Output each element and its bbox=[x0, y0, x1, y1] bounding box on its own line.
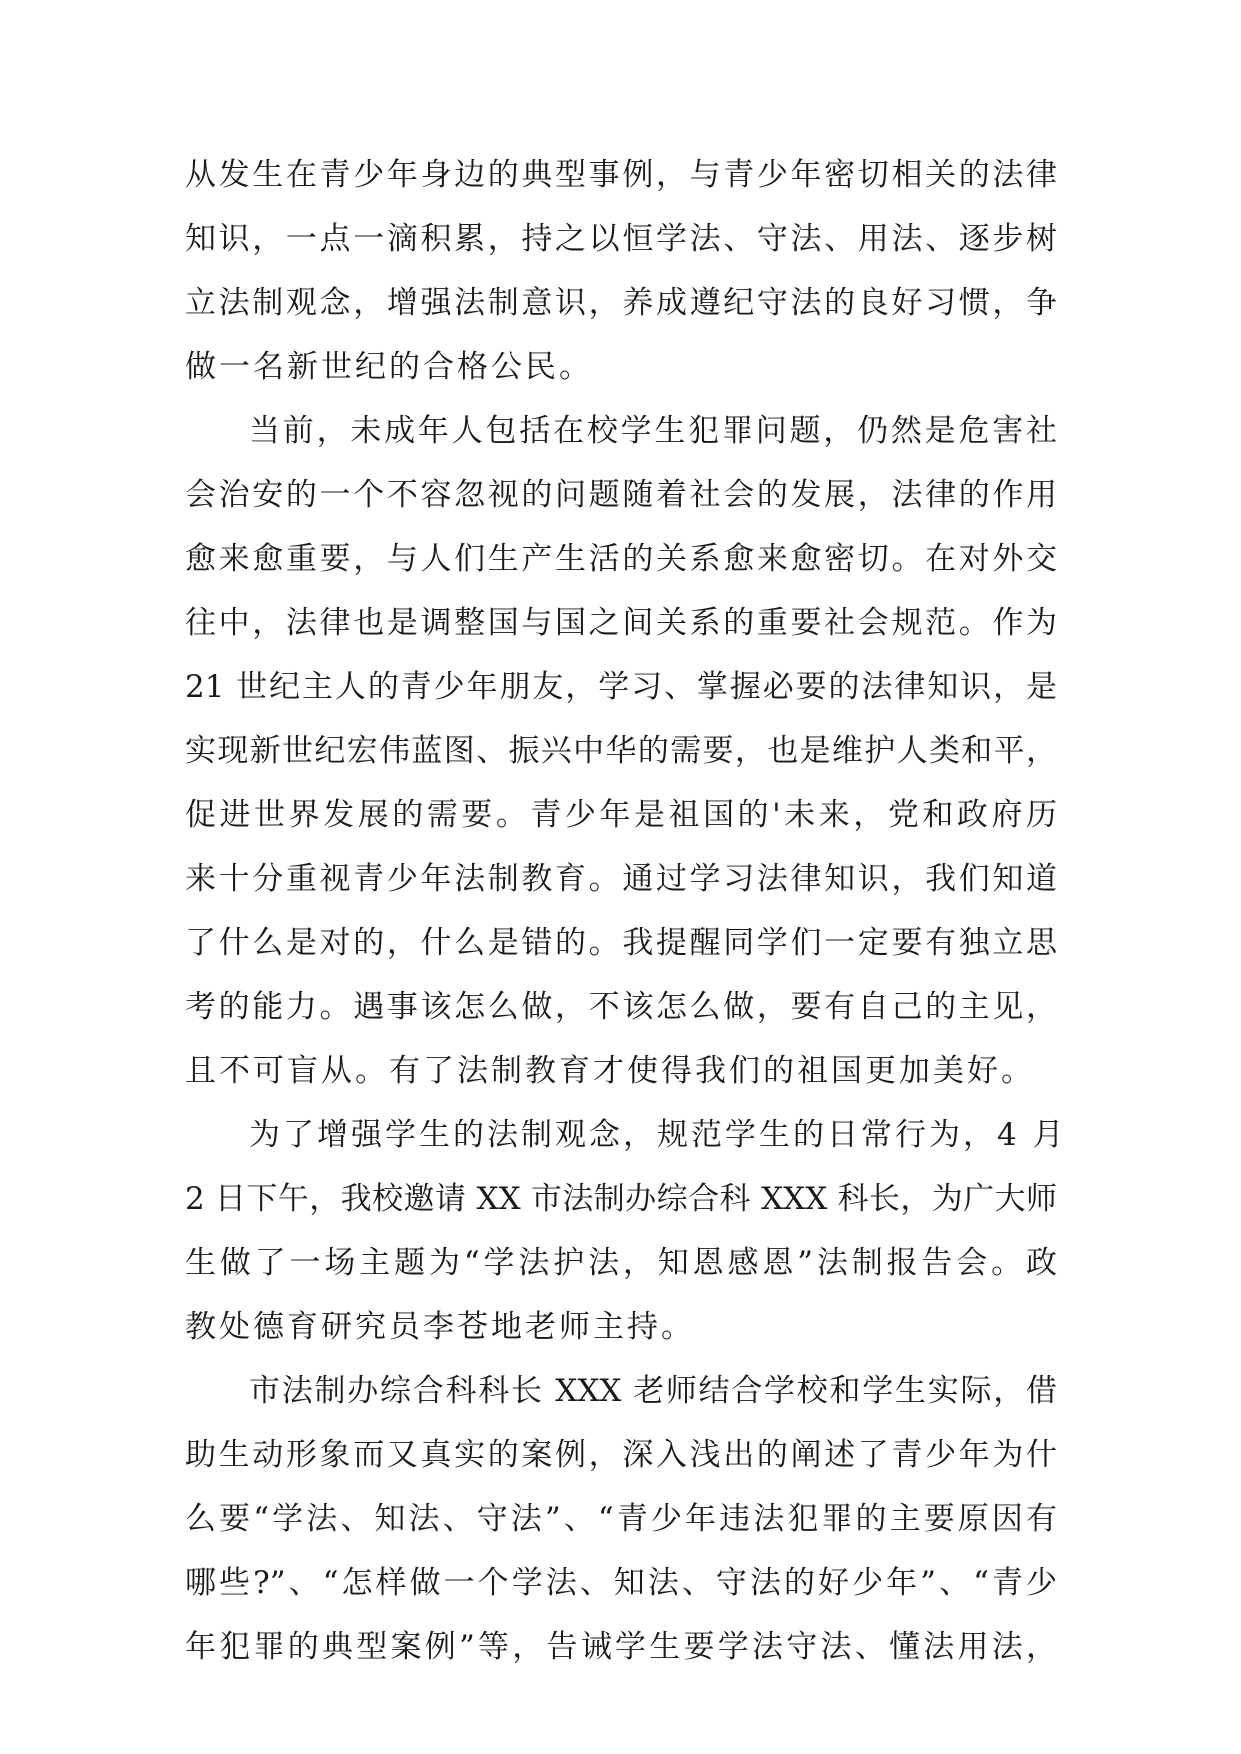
text-line: 2 日下午，我校邀请 XX 市法制办综合科 XXX 科长，为广大师 bbox=[185, 1181, 1057, 1217]
text-line: 21 世纪主人的青少年朋友，学习、掌握必要的法律知识，是 bbox=[185, 669, 1057, 705]
paragraph-1 bbox=[185, 143, 1057, 399]
document-body bbox=[185, 143, 1067, 1679]
text-line: 教处德育研究员李苍地老师主持。 bbox=[185, 1309, 695, 1345]
paragraph-2 bbox=[185, 399, 1057, 1103]
text-line: 生做了一场主题为“学法护法，知恩感恩”法制报告会。政 bbox=[185, 1245, 1057, 1281]
text-line: 来十分重视青少年法制教育。通过学习法律知识，我们知道 bbox=[185, 861, 1057, 897]
text-line: 助生动形象而又真实的案例，深入浅出的阐述了青少年为什 bbox=[185, 1437, 1057, 1473]
text-line: 愈来愈重要，与人们生产生活的关系愈来愈密切。在对外交 bbox=[185, 541, 1057, 577]
text-line: 立法制观念，增强法制意识，养成遵纪守法的良好习惯，争 bbox=[185, 285, 1057, 321]
text-line: 做一名新世纪的合格公民。 bbox=[185, 349, 593, 385]
text-line: 为了增强学生的法制观念，规范学生的日常行为，4 月 bbox=[249, 1117, 1067, 1153]
text-line: 了什么是对的，什么是错的。我提醒同学们一定要有独立思 bbox=[185, 925, 1057, 961]
text-line: 从发生在青少年身边的典型事例，与青少年密切相关的法律 bbox=[185, 157, 1057, 193]
paragraph-4 bbox=[185, 1359, 1057, 1679]
text-line: 往中，法律也是调整国与国之间关系的重要社会规范。作为 bbox=[185, 605, 1057, 641]
text-line: 促进世界发展的需要。青少年是祖国的'未来，党和政府历 bbox=[185, 797, 1057, 833]
text-line: 市法制办综合科科长 XXX 老师结合学校和学生实际，借 bbox=[249, 1373, 1057, 1409]
text-line: 会治安的一个不容忽视的问题随着社会的发展，法律的作用 bbox=[185, 477, 1057, 513]
text-line: 考的能力。遇事该怎么做，不该怎么做，要有自己的主见， bbox=[185, 989, 1057, 1025]
text-line: 么要“学法、知法、守法”、“青少年违法犯罪的主要原因有 bbox=[185, 1501, 1057, 1537]
text-line: 知识，一点一滴积累，持之以恒学法、守法、用法、逐步树 bbox=[185, 221, 1057, 257]
text-line: 年犯罪的典型案例”等，告诫学生要学法守法、懂法用法， bbox=[185, 1629, 1057, 1665]
text-line: 且不可盲从。有了法制教育才使得我们的祖国更加美好。 bbox=[185, 1053, 1035, 1089]
text-line: 哪些?”、“怎样做一个学法、知法、守法的好少年”、“青少 bbox=[185, 1565, 1057, 1601]
text-line: 当前，未成年人包括在校学生犯罪问题，仍然是危害社 bbox=[249, 413, 1057, 449]
text-line: 实现新世纪宏伟蓝图、振兴中华的需要，也是维护人类和平， bbox=[185, 733, 1057, 769]
paragraph-3 bbox=[185, 1103, 1067, 1359]
